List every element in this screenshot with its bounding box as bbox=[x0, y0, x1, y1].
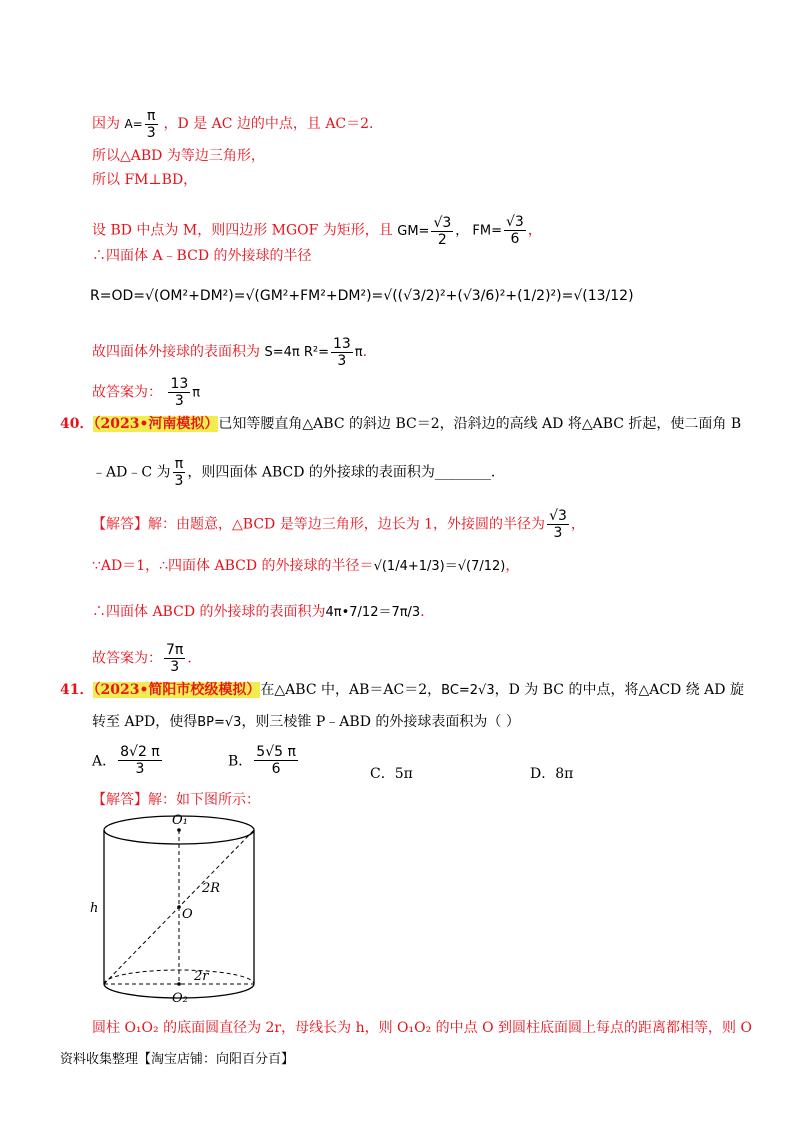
text: ∵AD＝1，∴四面体 ABCD 的外接球的半径＝ bbox=[92, 558, 374, 574]
frac-num: 8√2 π bbox=[120, 744, 160, 760]
fraction bbox=[164, 642, 185, 675]
text: ，D 是 AC 边的中点，且 AC＝2． bbox=[163, 116, 384, 132]
formula-radius: R=OD=√(OM²+DM²)=√(GM²+FM²+DM²)=√((√3/2)²+(√3/6)²+(1/2)²)=√(13/12) bbox=[90, 288, 634, 304]
answer-41-intro: 【解答】解：如下图所示： bbox=[92, 792, 260, 808]
formula-gm bbox=[397, 214, 455, 248]
option-a[interactable] bbox=[92, 744, 164, 777]
formula: √(1/4+1/3)＝√(7/12) bbox=[373, 559, 506, 574]
fraction bbox=[254, 744, 298, 777]
formula-a bbox=[124, 108, 163, 141]
formula-s: S=4π R²= bbox=[264, 345, 329, 360]
label-h: h bbox=[90, 901, 99, 916]
line-surface: 故四面体外接球的表面积为 S=4π R²= $\frac{13}{3}$ π. bbox=[92, 336, 368, 369]
footer-text: 资料收集整理【淘宝店铺：向阳百分百】 bbox=[60, 1052, 295, 1067]
text: ， bbox=[570, 516, 585, 533]
frac-den: 6 bbox=[271, 761, 281, 777]
frac-den: 3 bbox=[553, 525, 563, 541]
center-o1 bbox=[177, 828, 181, 832]
question-number: 41． bbox=[60, 682, 94, 698]
text: ，D 为 BC 的中点，将△ACD 绕 AD 旋 bbox=[494, 682, 744, 698]
question-41 bbox=[60, 680, 744, 701]
frac-den: 3 bbox=[146, 125, 156, 141]
text: ． bbox=[420, 604, 435, 620]
line-because bbox=[92, 108, 383, 141]
text: ∴四面体 ABCD 的外接球的表面积为 bbox=[92, 604, 326, 620]
text: 因为 bbox=[92, 116, 120, 132]
question-source-tag: （2023•河南模拟） bbox=[93, 416, 219, 432]
option-label: B． bbox=[228, 753, 253, 770]
gm: GM= bbox=[397, 223, 430, 239]
frac-den: 2 bbox=[437, 231, 447, 248]
label-o1: O₁ bbox=[172, 813, 188, 828]
fraction bbox=[173, 456, 186, 489]
label-o2: O₂ bbox=[172, 991, 188, 1006]
text: ，则四面体 ABCD 的外接球的表面积为________． bbox=[187, 464, 505, 481]
frac-den: 3 bbox=[135, 761, 145, 777]
fraction bbox=[547, 508, 569, 541]
text: 故答案为： bbox=[92, 650, 162, 667]
text: 在△ABC 中，AB＝AC＝2， bbox=[260, 682, 442, 698]
frac-num: 7π bbox=[166, 642, 184, 658]
text: 故答案为： bbox=[92, 384, 162, 401]
text: 故四面体外接球的表面积为 bbox=[92, 344, 260, 360]
formula-lhs: A= bbox=[124, 117, 143, 131]
frac-den: 3 bbox=[174, 473, 184, 489]
fraction bbox=[431, 215, 453, 248]
frac-num: 13 bbox=[170, 376, 189, 392]
answer-40-line1 bbox=[92, 508, 585, 541]
frac-num: π bbox=[173, 456, 186, 473]
pi: π bbox=[354, 345, 363, 360]
answer-40-line3 bbox=[92, 602, 434, 623]
fraction bbox=[168, 376, 190, 409]
text: ， bbox=[527, 222, 542, 239]
fraction bbox=[331, 336, 353, 369]
fraction bbox=[504, 214, 526, 247]
text: ． bbox=[187, 650, 202, 667]
center-o bbox=[177, 905, 181, 909]
text: 【解答】解：由题意，△BCD 是等边三角形，边长为 1，外接圆的半径为 bbox=[92, 516, 546, 533]
answer-40-line4 bbox=[92, 642, 201, 675]
question-source-tag: （2023•简阳市校级模拟） bbox=[93, 682, 261, 698]
pi: π bbox=[192, 385, 201, 401]
formula-surface bbox=[264, 336, 363, 369]
frac-num: √3 bbox=[506, 214, 524, 230]
cylinder-figure bbox=[84, 808, 274, 1012]
text: ﹣AD﹣C 为 bbox=[92, 464, 171, 481]
fm: ， FM= bbox=[455, 223, 503, 239]
label-2R: 2R bbox=[202, 881, 221, 896]
question-number: 40． bbox=[60, 416, 94, 432]
frac-num: 5√5 π bbox=[256, 744, 296, 760]
frac-num: √3 bbox=[549, 508, 567, 524]
text: ， bbox=[505, 558, 520, 574]
option-d[interactable]: D．8π bbox=[530, 766, 574, 782]
text: ，则三棱锥 P﹣ABD 的外接球表面积为（ ） bbox=[241, 714, 520, 730]
line-perpendicular: 所以 FM⊥BD， bbox=[92, 172, 198, 188]
frac-den: 3 bbox=[174, 393, 184, 409]
fraction bbox=[118, 744, 162, 777]
frac-num: √3 bbox=[433, 214, 452, 231]
answer-40-line2 bbox=[92, 556, 519, 577]
frac-num: π bbox=[145, 108, 158, 125]
center-o2 bbox=[177, 982, 181, 986]
option-label: A． bbox=[92, 753, 117, 770]
answer-41-cylinder-text: 圆柱 O₁O₂ 的底面圆直径为 2r，母线长为 h，则 O₁O₂ 的中点 O 到圆柱底面圆上每点的距离都相等，则 O bbox=[92, 1020, 752, 1036]
option-b[interactable] bbox=[228, 744, 300, 777]
question-40 bbox=[60, 414, 741, 434]
option-c[interactable]: C．5π bbox=[370, 766, 413, 782]
label-2r: 2r bbox=[194, 969, 209, 984]
line-radius-intro: ∴四面体 A﹣BCD 的外接球的半径 bbox=[92, 248, 312, 264]
frac-num: 13 bbox=[332, 336, 351, 352]
frac-den: 3 bbox=[170, 659, 180, 675]
text: 设 BD 中点为 M，则四边形 MGOF 为矩形，且 bbox=[92, 222, 393, 239]
question-40-line2 bbox=[92, 456, 505, 489]
question-text: 已知等腰直角△ABC 的斜边 BC＝2，沿斜边的高线 AD 将△ABC 折起，使二面角 B bbox=[218, 416, 742, 432]
text: 转至 APD，使得 bbox=[92, 714, 198, 730]
frac-den: 6 bbox=[510, 231, 520, 247]
frac-den: 3 bbox=[337, 353, 347, 369]
formula: BP=√3 bbox=[197, 715, 242, 730]
line-equilateral: 所以△ABD 为等边三角形， bbox=[92, 148, 265, 164]
line-answer-39 bbox=[92, 376, 200, 409]
question-41-line2 bbox=[92, 712, 520, 733]
formula: BC=2√3 bbox=[441, 683, 495, 698]
line-midpoint bbox=[92, 214, 542, 248]
fraction bbox=[145, 108, 158, 141]
formula: 4π•7/12＝7π/3 bbox=[325, 605, 421, 620]
label-o: O bbox=[182, 907, 193, 922]
